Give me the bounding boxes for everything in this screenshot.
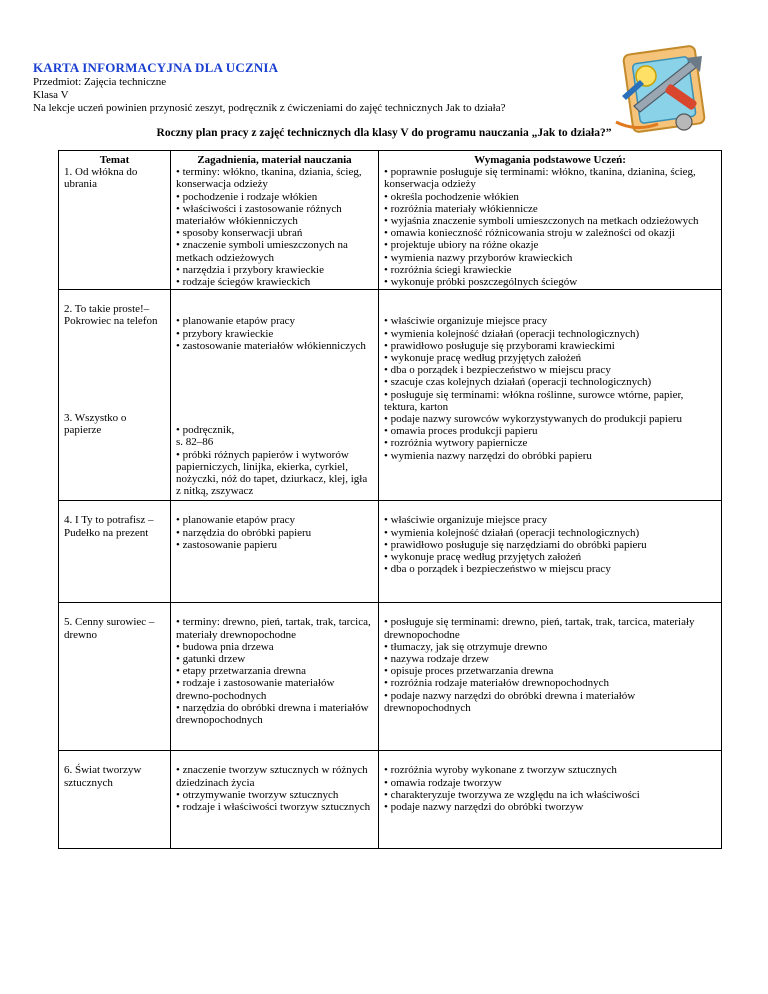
row2-requirements: • właściwie organizuje miejsce pracy • wymienia kolejność działań (operacji technologicznych) • prawidłowo posługuje się przyborami krawieckimi • wykonuje pracę według przyjętych założeń • dba o porządek i bezpieczeństwo w miejscu pracy • szacuje czas kolejnych działań (operacji technologicznych) [384,315,652,389]
row-topic [59,290,171,501]
annual-plan-table [58,150,722,849]
row6-requirements: • rozróżnia wyroby wykonane z tworzyw sztucznych • omawia rodzaje tworzyw • charakteryzuje tworzywa ze względu na ich właściwości • podaje nazwy narzędzi do obróbki tworzyw [379,751,722,849]
table-row [59,290,722,501]
row4-requirements: • właściwie organizuje miejsce pracy • wymienia kolejność działań (operacji technologicznych) • prawidłowo posługuje się narzędziami do obróbki papieru • wykonuje pracę według przyjętych założeń • dba o porządek i bezpieczeństwo w miejscu pracy [379,501,722,603]
table-row [59,501,722,603]
header-topic [59,151,171,290]
header-topic-label: Temat [99,154,130,166]
table-row [59,751,722,849]
row2-topic: 2. To takie proste!– Pokrowiec na telefon [64,303,158,328]
plan-caption: Roczny plan pracy z zajęć technicznych dla klasy V do programu nauczania „Jak to działa?” [156,127,612,139]
row1-topic: 1. Od włókna do ubrania [64,166,138,191]
row3-topic: 3. Wszystko o papierze [64,411,127,436]
class-line: Klasa V [33,89,69,101]
row4-topic: 4. I Ty to potrafisz – Pudełko na prezent [59,501,171,603]
row5-issues: • terminy: drewno, pień, tartak, trak, tarcica, materiały drewnopochodne • budowa pnia drzewa • gatunki drzew • etapy przetwarzania drewna • rodzaje i zastosowanie materiałów drewno-pochodnych • narzędzia do obróbki drewna i materiałów drewnopochodnych [171,603,379,751]
row1-issues: • terminy: włókno, tkanina, dziania, ścieg, konserwacja odzieży • pochodzenie i rodzaje włókien • właściwości i zastosowanie różnych materiałów włókienniczych • sposoby konserwacji ubrań • znaczenie symboli umieszczonych na metkach odzieżowych • narzędzia i przybory krawieckie • rodzaje ściegów krawieckich [176,166,362,289]
materials-note: Na lekcje uczeń powinien przynosić zeszyt, podręcznik z ćwiczeniami do zajęć technicznych Jak to działa? [33,102,506,114]
row1-requirements: • poprawnie posługuje się terminami: włókno, tkanina, dzianina, ścieg, konserwacja odzieży • określa pochodzenie włókien • rozróżnia materiały włókiennicze • wyjaśnia znaczenie symboli umieszczonych na metkach odzieżowych • omawia konieczność różnicowania stroju w zależności od okazji • projektuje ubiory na różne okazje • wymienia nazwy przyborów krawieckich • rozróżnia ściegi krawieckie • wykonuje próbki poszczególnych ściegów [384,166,699,289]
row6-issues: • znaczenie tworzyw sztucznych w różnych dziedzinach życia • otrzymywanie tworzyw sztucznych • rodzaje i właściwości tworzyw sztucznych [171,751,379,849]
header-issues-label: Zagadnienia, materiał nauczania [197,154,352,166]
table-header-row [59,151,722,290]
header-requirements-label: Wymagania podstawowe Uczeń: [474,154,626,166]
table-row [59,603,722,751]
row3-issues: • podręcznik, s. 82–86 • próbki różnych papierów i wytworów papierniczych, linijka, ekierka, cyrkiel, nożyczki, nóż do tapet, dziurkacz, klej, igła z nitką, zszywacz [176,424,368,498]
page-title: KARTA INFORMACYJNA DLA UCZNIA [33,60,279,75]
row2-issues: • planowanie etapów pracy • przybory krawieckie • zastosowanie materiałów włókienniczych [176,315,366,352]
row-issues [171,290,379,501]
header-requirements [379,151,722,290]
row5-requirements: • posługuje się terminami: drewno, pień, tartak, trak, tarcica, materiały drewnopochodne • tłumaczy, jak się otrzymuje drewno • nazywa rodzaje drzew • opisuje proces przetwarzania drewna • rozróżnia rodzaje materiałów drewnopochodnych • podaje nazwy narzędzi do obróbki drewna i materiałów drewnopochodnych [379,603,722,751]
row-requirements [379,290,722,501]
row5-topic: 5. Cenny surowiec – drewno [59,603,171,751]
header-issues [171,151,379,290]
row3-requirements: • posługuje się terminami: włókna roślinne, surowce wtórne, papier, tektura, karton • podaje nazwy surowców wykorzystywanych do produkcji papieru • omawia proces produkcji papieru • rozróżnia wytwory papiernicze • wymienia nazwy narzędzi do obróbki papieru [384,388,684,462]
row4-issues: • planowanie etapów pracy • narzędzia do obróbki papieru • zastosowanie papieru [171,501,379,603]
subject-line: Przedmiot: Zajęcia techniczne [33,76,167,88]
row6-topic: 6. Świat tworzyw sztucznych [59,751,171,849]
